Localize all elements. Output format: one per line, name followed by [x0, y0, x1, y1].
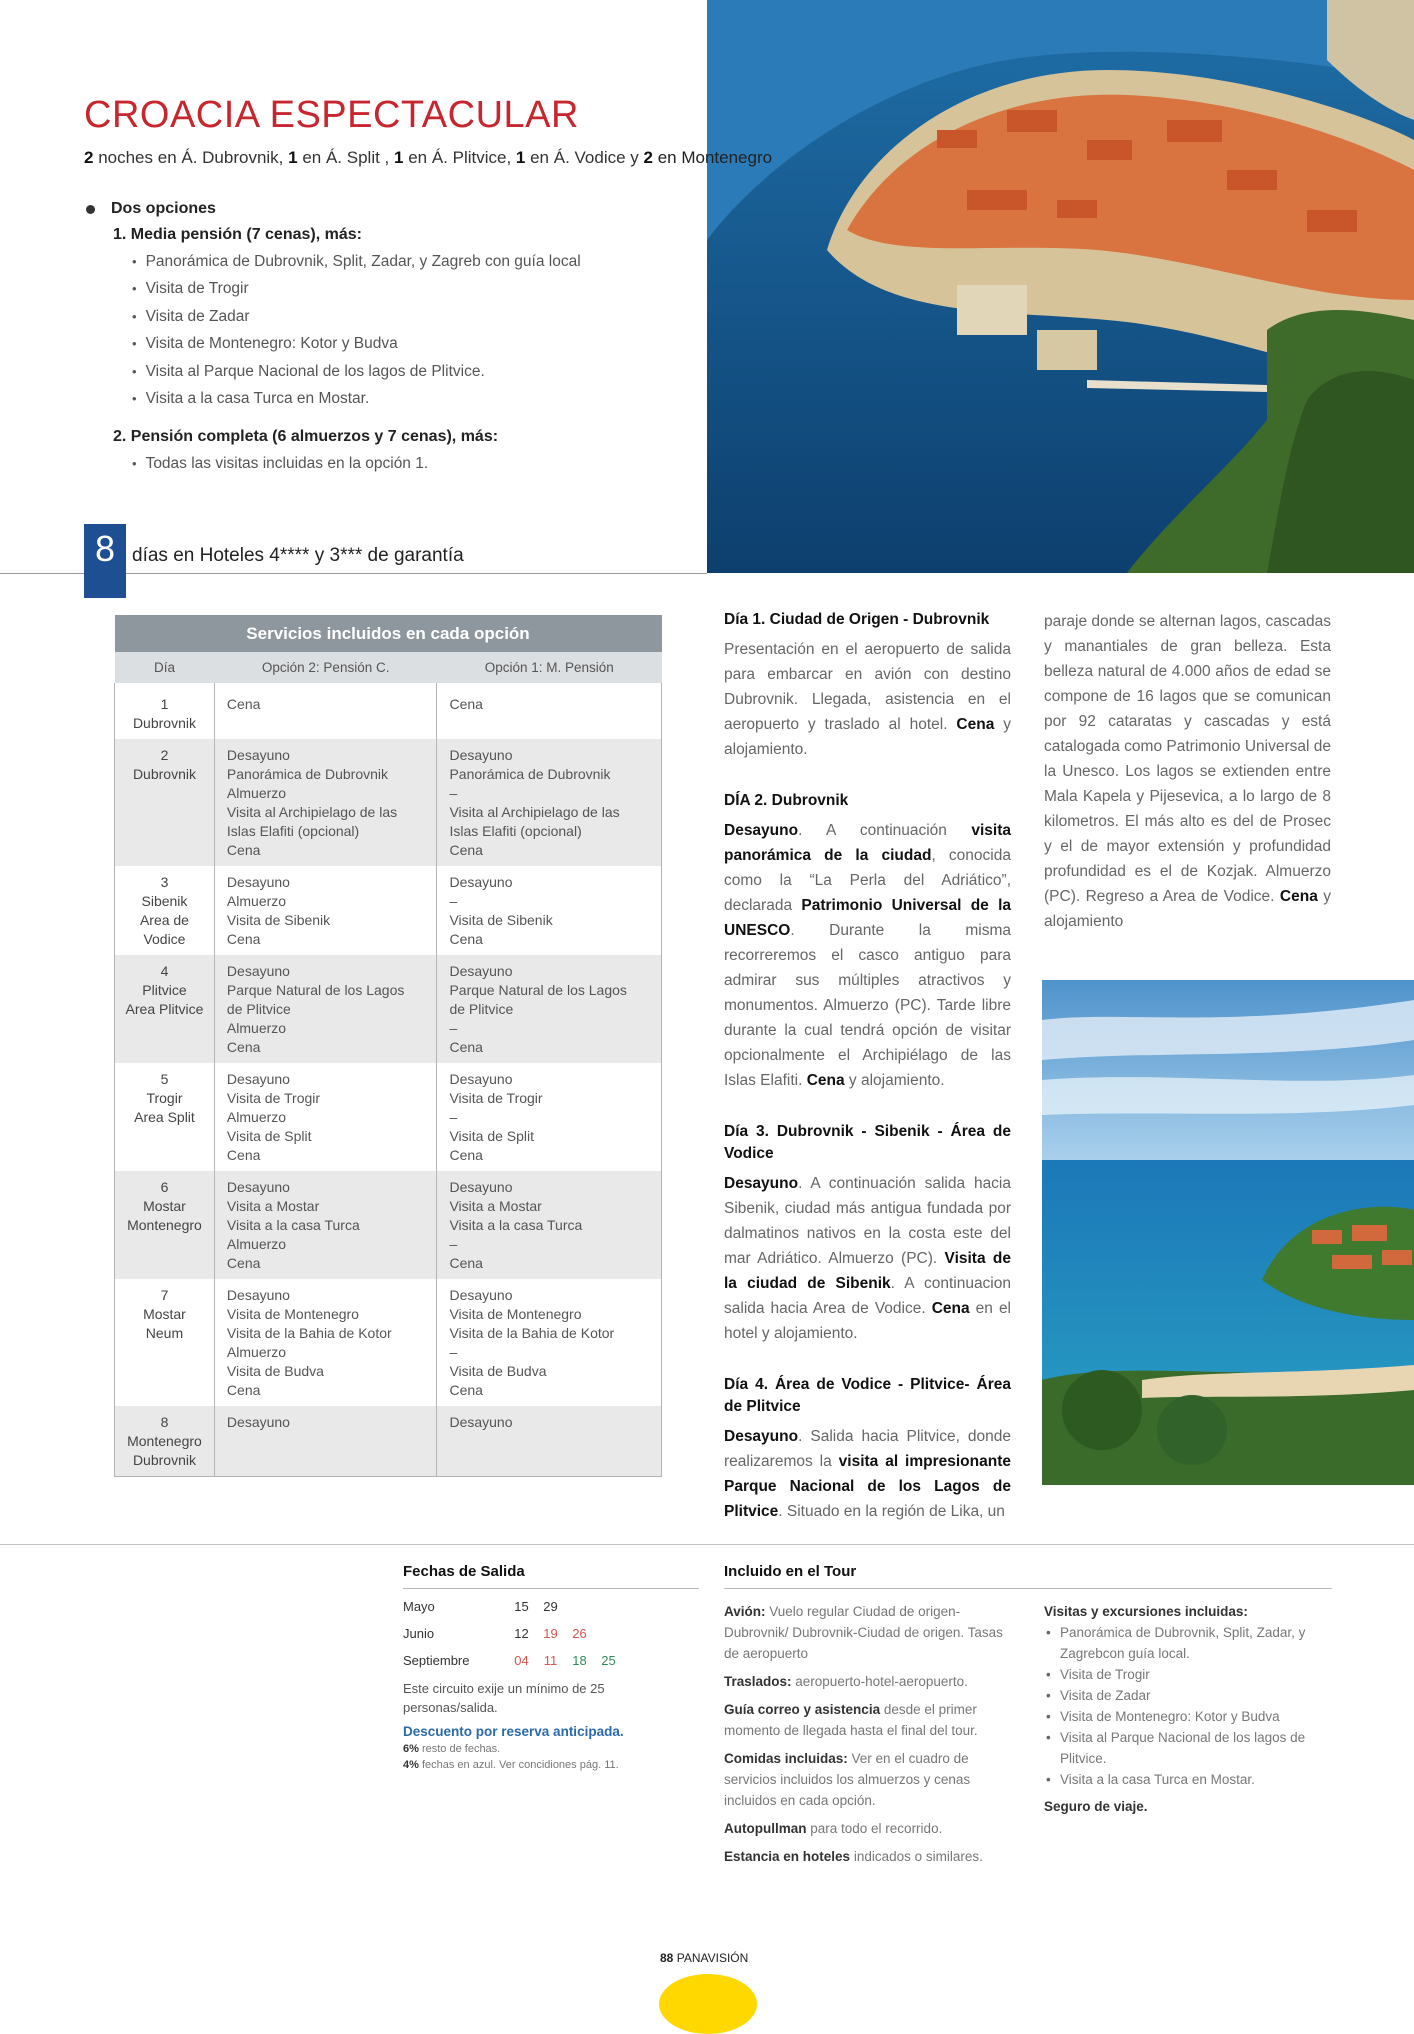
cell-line: Trogir — [146, 1090, 183, 1106]
cell-line: Cena — [226, 1382, 261, 1398]
list-item: • Visita a la casa Turca en Mostar. — [1044, 1769, 1332, 1790]
date-value: 25 — [601, 1653, 616, 1668]
day-cell — [115, 1063, 215, 1171]
media-pension-cell — [437, 866, 662, 955]
include-meals: Comidas incluidas: Ver en el cuadro de servicios incluidos los almuerzos y cenas incluidos en cada opción. — [724, 1751, 971, 1808]
day-cell — [115, 1279, 215, 1406]
dubrovnik-photo — [707, 0, 1414, 573]
day-cell — [115, 683, 215, 739]
cell-line: 6 — [160, 1179, 169, 1195]
cell-line: Visita de Trogir — [449, 1090, 543, 1106]
cell-line: Desayuno — [226, 963, 290, 979]
cell-line: Visita de Split — [226, 1128, 312, 1144]
bottom-divider — [0, 1544, 1414, 1545]
include-coach: Autopullman para todo el recorrido. — [724, 1821, 943, 1836]
option-2-items — [132, 450, 706, 477]
dates-row: Mayo 15 29 — [403, 1597, 699, 1616]
cell-line: Cena — [449, 1255, 483, 1271]
cell-line: Visita de Sibenik — [449, 912, 553, 928]
discount-6: 6% resto de fechas. — [403, 1743, 501, 1755]
cell-line: Plitvice — [142, 982, 187, 998]
list-item: • Visita de Montenegro: Kotor y Budva — [1044, 1706, 1332, 1727]
insurance: Seguro de viaje. — [1044, 1799, 1148, 1814]
discount-4: 4% fechas en azul. Ver concidiones pág. 11. — [403, 1759, 619, 1771]
cell-line: Panorámica de Dubrovnik — [449, 766, 611, 782]
cell-line: Desayuno — [449, 963, 513, 979]
cell-line: 4 — [160, 963, 169, 979]
pension-completa-cell — [214, 1063, 437, 1171]
cell-line: Desayuno — [226, 1179, 290, 1195]
cell-line: Cena — [226, 931, 261, 947]
media-pension-cell — [437, 1063, 662, 1171]
column-header: Opción 2: Pensión C. — [214, 652, 437, 683]
pension-completa-cell — [214, 1171, 437, 1279]
cell-line: Sibenik — [141, 893, 188, 909]
cell-line: Desayuno — [226, 1414, 290, 1430]
cell-line: Almuerzo — [226, 1344, 287, 1360]
list-item: • Visita a la casa Turca en Mostar. — [132, 385, 706, 412]
cell-line: Desayuno — [226, 1071, 290, 1087]
cell-line: Visita de Budva — [449, 1363, 547, 1379]
table-row — [115, 1063, 662, 1171]
visits-title: Visitas y excursiones incluidas: — [1044, 1604, 1248, 1619]
cell-line: Visita a la casa Turca — [449, 1217, 583, 1233]
include-guide: Guía correo y asistencia desde el primer momento de llegada hasta el final del tour. — [724, 1702, 978, 1738]
list-item: • Visita de Montenegro: Kotor y Budva — [132, 330, 706, 357]
cell-line: Neum — [145, 1325, 184, 1341]
days-count-badge: 8 — [84, 524, 126, 598]
cell-line: Visita de Budva — [226, 1363, 324, 1379]
list-item: • Visita al Parque Nacional de los lagos de Plitvice. — [132, 358, 706, 385]
cell-line: Desayuno — [449, 747, 513, 763]
pension-completa-cell — [214, 955, 437, 1063]
cell-line: Islas Elafiti (opcional) — [226, 823, 360, 839]
list-item: • Panorámica de Dubrovnik, Split, Zadar, y Zagrebcon guía local. — [1044, 1622, 1332, 1664]
table-row — [115, 866, 662, 955]
table-row — [115, 739, 662, 866]
table-row — [115, 1171, 662, 1279]
include-transfers: Traslados: aeropuerto-hotel-aeropuerto. — [724, 1674, 968, 1689]
media-pension-cell — [437, 1279, 662, 1406]
cell-line: Area de Vodice — [139, 912, 189, 947]
cell-line: Almuerzo — [226, 1109, 287, 1125]
cell-line: – — [449, 785, 458, 801]
tour-includes — [724, 1563, 1332, 1874]
page-tab-decoration — [659, 1974, 757, 2034]
cell-line: Dubrovnik — [132, 766, 196, 782]
media-pension-cell — [437, 1406, 662, 1477]
day-1-text: Presentación en el aeropuerto de salida para embarcar en avión con destino Dubrovnik. Llegada, asistencia en el aeropuerto y traslado al hotel. Cena y alojamiento. — [724, 641, 1011, 758]
bullet-icon — [86, 205, 95, 214]
date-value: 11 — [543, 1653, 558, 1668]
cell-line: Cena — [226, 1039, 261, 1055]
tour-includes-title: Incluido en el Tour — [724, 1563, 1332, 1589]
day-4-continued-text: paraje donde se alternan lagos, cascadas y manantiales de gran belleza. Esta belleza natural de 4.000 años de edad se compone de 16 lagos que se comunican por 92 cataratas y cascadas y está catalogada como Patrimonio Universal de la Unesco. Los lagos se extienden entre Mala Kapela y Pijesevica, a lo largo de 8 kilometros. El más alto es del de Prosec y el de mayor extensión y profundidad profundidad es el de Kozjak. Almuerzo (PC). Regreso a Area de Vodice. Cena y alojamiento — [1044, 613, 1331, 930]
list-item: • Todas las visitas incluidas en la opción 1. — [132, 450, 706, 477]
day-cell — [115, 1406, 215, 1477]
option-1-items — [132, 248, 706, 412]
day-cell — [115, 739, 215, 866]
cell-line: Desayuno — [449, 1414, 513, 1430]
days-hotel-text: días en Hoteles 4**** y 3*** de garantía — [132, 545, 464, 566]
list-item: • Visita de Trogir — [1044, 1664, 1332, 1685]
option-2-title: 2. Pensión completa (6 almuerzos y 7 cenas), más: — [113, 428, 499, 446]
trip-nights-summary: 2 noches en Á. Dubrovnik, 1 en Á. Split , 1 en Á. Plitvice, 1 en Á. Vodice y 2 en Montenegro — [84, 148, 773, 167]
date-value: 04 — [514, 1653, 529, 1668]
media-pension-cell — [437, 1171, 662, 1279]
cell-line: 7 — [160, 1287, 169, 1303]
cell-line: 8 — [160, 1414, 169, 1430]
pension-completa-cell — [214, 1406, 437, 1477]
cell-line: Cena — [449, 696, 483, 712]
departure-dates-title: Fechas de Salida — [403, 1563, 699, 1589]
cell-line: – — [449, 1109, 458, 1125]
pension-completa-cell — [214, 1279, 437, 1406]
cell-line: Visita de Montenegro — [226, 1306, 359, 1322]
minimum-note: Este circuito exije un mínimo de 25 personas/salida. — [403, 1681, 605, 1715]
cell-line: Visita de Montenegro — [449, 1306, 582, 1322]
day-4-title: Día 4. Área de Vodice - Plitvice- Área de Plitvice — [724, 1376, 1011, 1415]
date-value: 18 — [572, 1653, 587, 1668]
pension-completa-cell — [214, 866, 437, 955]
cell-line: Almuerzo — [226, 1020, 287, 1036]
cell-line: de Plitvice — [226, 1001, 291, 1017]
cell-line: – — [449, 1020, 458, 1036]
coast-island-photo — [1042, 980, 1414, 1485]
cell-line: – — [449, 1236, 458, 1252]
dates-row: Septiembre 04 11 18 25 — [403, 1651, 699, 1670]
cell-line: Dubrovnik — [132, 1452, 196, 1468]
date-value: 26 — [572, 1626, 587, 1641]
cell-line: Visita de la Bahia de Kotor — [449, 1325, 615, 1341]
cell-line: Cena — [449, 842, 483, 858]
cell-line: Dubrovnik — [132, 715, 196, 731]
cell-line: Desayuno — [226, 874, 290, 890]
cell-line: Parque Natural de los Lagos — [226, 982, 405, 998]
page-title: CROACIA ESPECTACULAR — [84, 94, 579, 136]
itinerary-column-1 — [724, 609, 1011, 1552]
table-row — [115, 683, 662, 739]
cell-line: Visita a Mostar — [226, 1198, 320, 1214]
cell-line: Cena — [226, 1255, 261, 1271]
cell-line: Cena — [449, 1039, 483, 1055]
cell-line: Montenegro — [127, 1433, 202, 1449]
day-2-title: DÍA 2. Dubrovnik — [724, 792, 849, 809]
dates-row: Junio 12 19 26 — [403, 1624, 699, 1643]
cell-line: Visita al Archipielago de las — [226, 804, 398, 820]
departure-dates — [403, 1563, 699, 1771]
media-pension-cell — [437, 739, 662, 866]
cell-line: Cena — [449, 1147, 483, 1163]
table-row — [115, 1279, 662, 1406]
cell-line: Visita de Trogir — [226, 1090, 321, 1106]
cell-line: 3 — [160, 874, 169, 890]
list-item: • Visita de Trogir — [132, 275, 706, 302]
cell-line: Visita de Sibenik — [226, 912, 331, 928]
itinerary-column-2 — [1044, 609, 1331, 962]
cell-line: Islas Elafiti (opcional) — [449, 823, 582, 839]
page-footer: 88 PANAVISIÓN — [660, 1951, 749, 1965]
cell-line: 5 — [160, 1071, 169, 1087]
date-value: 29 — [543, 1599, 558, 1614]
table-caption: Servicios incluidos en cada opción — [115, 615, 662, 652]
cell-line: Mostar — [143, 1198, 186, 1214]
include-hotels: Estancia en hoteles indicados o similares. — [724, 1849, 983, 1864]
include-flight: Avión: Vuelo regular Ciudad de origen-Dubrovnik/ Dubrovnik-Ciudad de origen. Tasas de aeropuerto — [724, 1604, 1003, 1661]
media-pension-cell — [437, 955, 662, 1063]
date-value: 15 — [514, 1599, 529, 1614]
cell-line: – — [449, 1344, 458, 1360]
cell-line: Visita a Mostar — [449, 1198, 542, 1214]
cell-line: Mostar — [143, 1306, 186, 1322]
cell-line: Cena — [449, 1382, 483, 1398]
cell-line: 1 — [160, 696, 169, 712]
day-cell — [115, 1171, 215, 1279]
cell-line: Montenegro — [127, 1217, 202, 1233]
column-header: Día — [115, 652, 215, 683]
day-4-text: Desayuno. Salida hacia Plitvice, donde realizaremos la visita al impresionante Parque Nacional de los Lagos de Plitvice. Situado en la región de Lika, un — [724, 1428, 1011, 1520]
date-value: 19 — [543, 1626, 558, 1641]
option-1-title: 1. Media pensión (7 cenas), más: — [113, 226, 362, 243]
cell-line: Panorámica de Dubrovnik — [226, 766, 389, 782]
cell-line: Area Plitvice — [125, 1001, 204, 1017]
cell-line: Desayuno — [449, 1071, 513, 1087]
pension-completa-cell — [214, 683, 437, 739]
cell-line: Cena — [226, 696, 261, 712]
cell-line: Desayuno — [449, 1179, 513, 1195]
pension-completa-cell — [214, 739, 437, 866]
cell-line: Visita de Split — [449, 1128, 535, 1144]
cell-line: Desayuno — [226, 1287, 290, 1303]
cell-line: Area Split — [134, 1109, 195, 1125]
cell-line: Parque Natural de los Lagos — [449, 982, 627, 998]
day-cell — [115, 866, 215, 955]
cell-line: Visita de la Bahia de Kotor — [226, 1325, 392, 1341]
media-pension-cell — [437, 683, 662, 739]
cell-line: Visita al Archipielago de las — [449, 804, 620, 820]
day-3-title: Día 3. Dubrovnik - Sibenik - Área de Vodice — [724, 1123, 1011, 1162]
cell-line: Almuerzo — [226, 785, 287, 801]
table-row — [115, 955, 662, 1063]
cell-line: Almuerzo — [226, 1236, 287, 1252]
cell-line: Cena — [226, 1147, 261, 1163]
services-table — [114, 615, 662, 1477]
cell-line: – — [449, 893, 458, 909]
day-3-text: Desayuno. A continuación salida hacia Sibenik, ciudad más antigua fundada por dalmatinos nativos en la costa este del mar Adriático. Almuerzo (PC). Visita de la ciudad de Sibenik. A continuacion salida hacia Area de Vodice. Cena en el hotel y alojamiento. — [724, 1175, 1012, 1342]
list-item: • Panorámica de Dubrovnik, Split, Zadar, y Zagreb con guía local — [132, 248, 706, 275]
table-row — [115, 1406, 662, 1477]
cell-line: de Plitvice — [449, 1001, 514, 1017]
cell-line: Desayuno — [449, 1287, 513, 1303]
visits-list — [1044, 1622, 1332, 1790]
options-list: Dos opciones 1. Media pensión (7 cenas), más: • Panorámica de Dubrovnik, Split, Zadar, y Zagreb con guía local • Visita de Trogir • Visita de Zadar • Visita de Montenegro: Kotor y Budva • Visita al Parque Nacional de los lagos de Plitvice. • Visita a la casa Turca en Mostar. 2. Pensión completa (6 almuerzos y 7 cenas), más: • Todas las visitas incluidas en la opción 1. — [86, 200, 706, 478]
cell-line: Desayuno — [449, 874, 513, 890]
cell-line: Almuerzo — [226, 893, 287, 909]
day-2-text: Desayuno. A continuación visita panorámica de la ciudad, conocida como la “La Perla del Adriático”, declarada Patrimonio Universal de la UNESCO. Durante la misma recorreremos el casco antiguo para admirar sus múltiples atractivos y monumentos. Almuerzo (PC). Tarde libre durante la cual tendrá opción de visitar opcionalmente el Archipiélago de las Islas Elafiti. Cena y alojamiento. — [724, 822, 1011, 1089]
early-booking-discount: Descuento por reserva anticipada. — [403, 1724, 624, 1739]
column-header: Opción 1: M. Pensión — [437, 652, 662, 683]
list-item: • Visita de Zadar — [1044, 1685, 1332, 1706]
day-cell — [115, 955, 215, 1063]
cell-line: Cena — [449, 931, 483, 947]
date-value: 12 — [514, 1626, 529, 1641]
list-item: • Visita de Zadar — [132, 303, 706, 330]
day-1-title: Día 1. Ciudad de Origen - Dubrovnik — [724, 611, 990, 628]
cell-line: Desayuno — [226, 747, 290, 763]
cell-line: 2 — [160, 747, 169, 763]
list-item: • Visita al Parque Nacional de los lagos de Plitvice. — [1044, 1727, 1332, 1769]
cell-line: Visita a la casa Turca — [226, 1217, 360, 1233]
cell-line: Cena — [226, 842, 261, 858]
